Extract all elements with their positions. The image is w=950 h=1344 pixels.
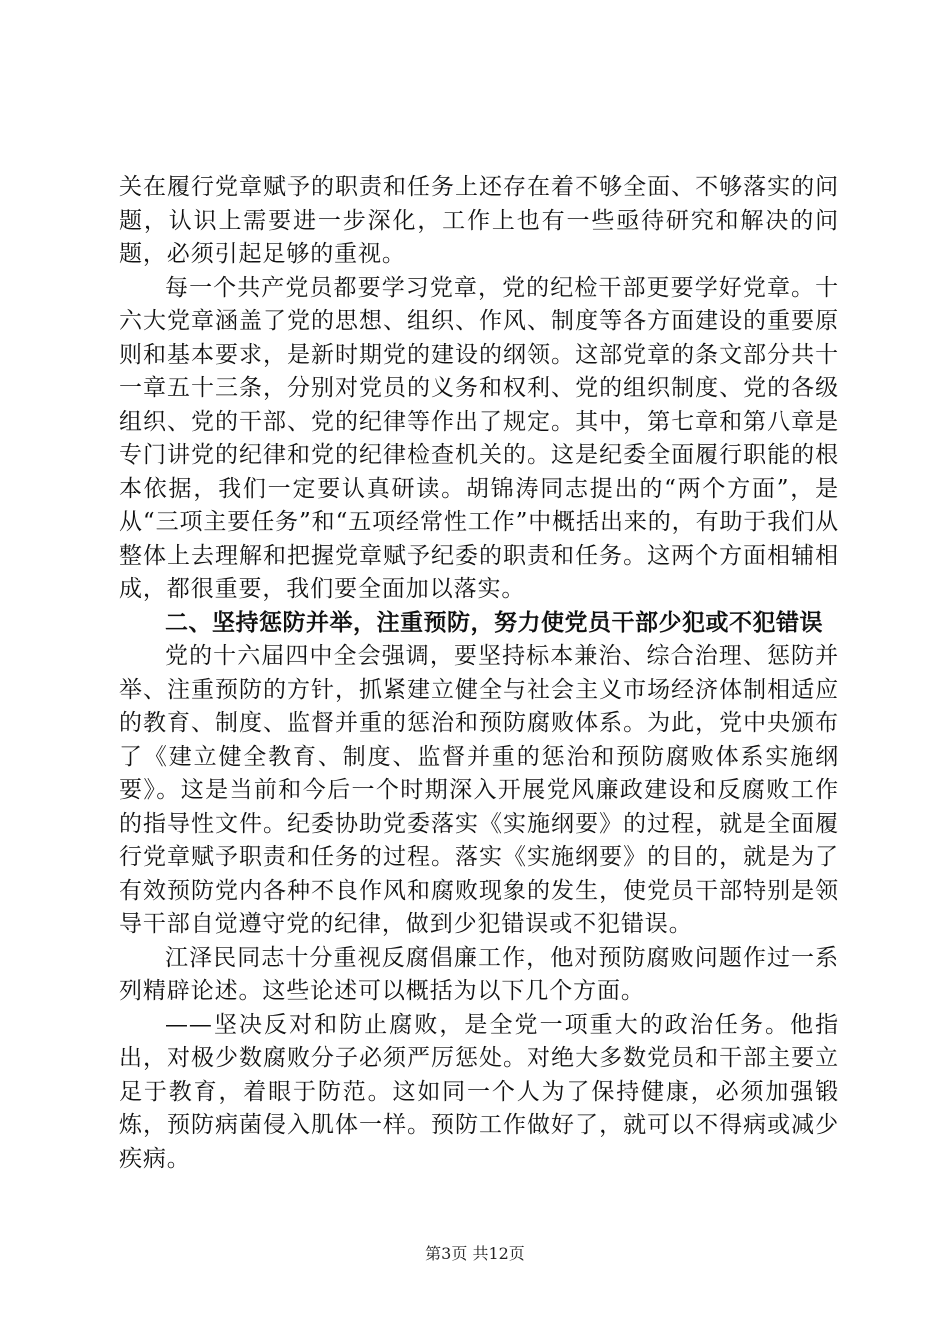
document-body (119, 171, 839, 1176)
paragraph: ——坚决反对和防止腐败，是全党一项重大的政治任务。他指出，对极少数腐败分子必须严厉惩处。对绝大多数党员和干部主要立足于教育，着眼于防范。这如同一个人为了保持健康，必须加强锻炼，预防病菌侵入肌体一样。预防工作做好了，就可以不得病或减少疾病。 (119, 1011, 839, 1172)
section-heading: 二、坚持惩防并举，注重预防，努力使党员干部少犯或不犯错误 (165, 609, 823, 636)
page-footer: 第3页 共12页 (425, 1244, 525, 1263)
paragraph: 党的十六届四中全会强调，要坚持标本兼治、综合治理、惩防并举、注重预防的方针，抓紧建立健全与社会主义市场经济体制相适应的教育、制度、监督并重的惩治和预防腐败体系。为此，党中央颁布了《建立健全教育、制度、监督并重的惩治和预防腐败体系实施纲要》。这是当前和今后一个时期深入开展党风廉政建设和反腐败工作的指导性文件。纪委协助党委落实《实施纲要》的过程，就是全面履行党章赋予职责和任务的过程。落实《实施纲要》的目的，就是为了有效预防党内各种不良作风和腐败现象的发生，使党员干部特别是领导干部自觉遵守党的纪律，做到少犯错误或不犯错误。 (119, 643, 839, 937)
paragraph: 每一个共产党员都要学习党章，党的纪检干部更要学好党章。十六大党章涵盖了党的思想、组织、作风、制度等各方面建设的重要原则和基本要求，是新时期党的建设的纲领。这部党章的条文部分共十一章五十三条，分别对党员的义务和权利、党的组织制度、党的各级组织、党的干部、党的纪律等作出了规定。其中，第七章和第八章是专门讲党的纪律和党的纪律检查机关的。这是纪委全面履行职能的根本依据，我们一定要认真研读。胡锦涛同志提出的“两个方面”，是从“三项主要任务”和“五项经常性工作”中概括出来的，有助于我们从整体上去理解和把握党章赋予纪委的职责和任务。这两个方面相辅相成，都很重要，我们要全面加以落实。 (119, 274, 839, 602)
paragraph: 江泽民同志十分重视反腐倡廉工作，他对预防腐败问题作过一系列精辟论述。这些论述可以概括为以下几个方面。 (119, 944, 839, 1004)
paragraph-continued: 关在履行党章赋予的职责和任务上还存在着不够全面、不够落实的问题，认识上需要进一步深化，工作上也有一些亟待研究和解决的问题，必须引起足够的重视。 (119, 174, 839, 267)
